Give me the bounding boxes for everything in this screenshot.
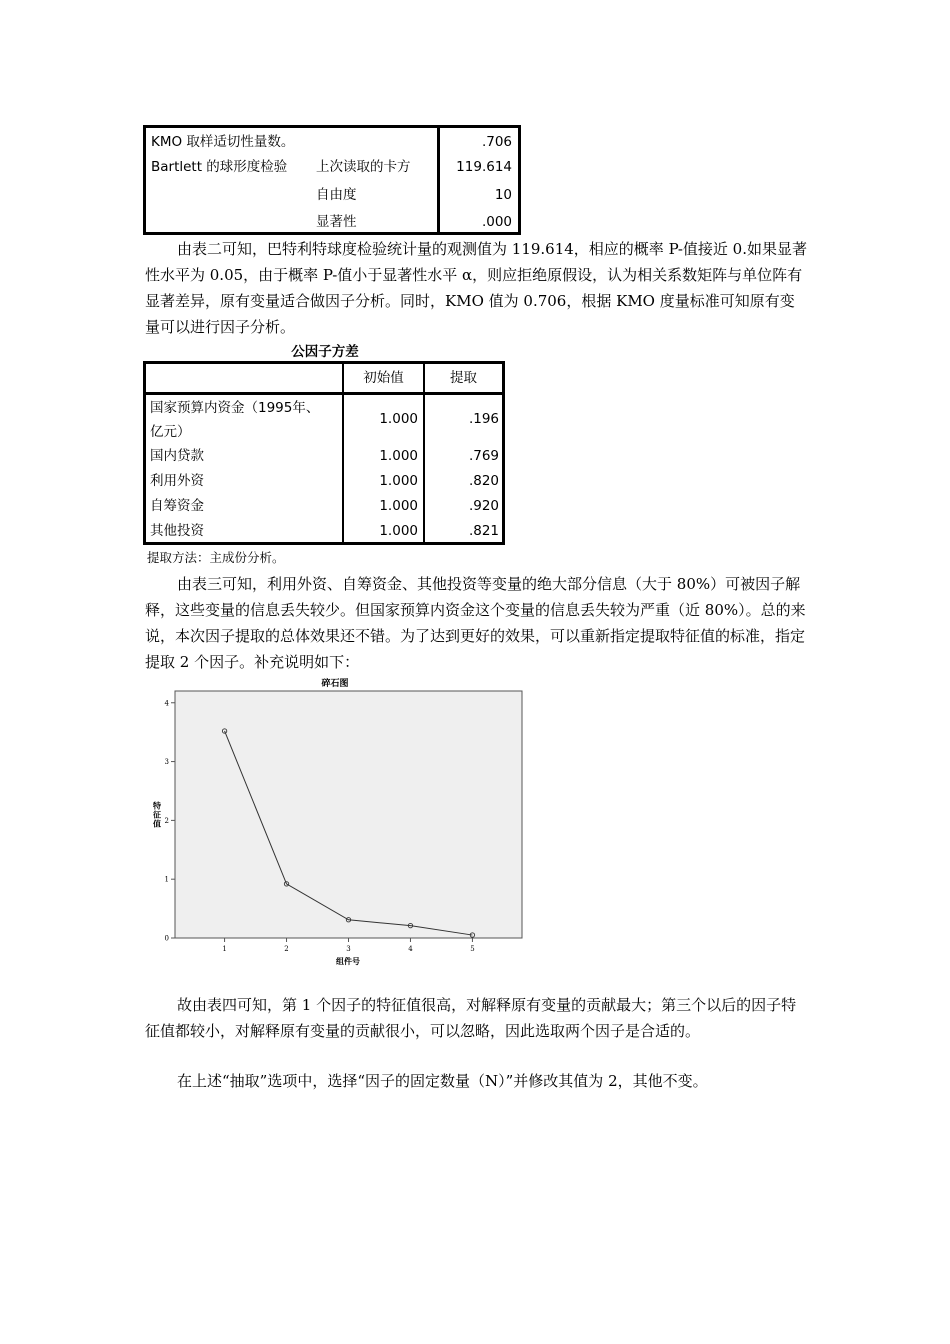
row-name: 自筹资金 — [150, 498, 204, 514]
chi-square-label: 上次读取的卡方 — [316, 159, 411, 175]
row-extract: .820 — [468, 473, 499, 489]
x-tick-label: 5 — [470, 945, 475, 953]
x-axis-label: 组件号 — [336, 956, 360, 966]
x-tick-label: 4 — [408, 945, 413, 953]
y-label-char: 特 — [153, 800, 161, 811]
chi-square-value: 119.614 — [456, 159, 512, 175]
col-header-extract: 提取 — [450, 370, 477, 386]
row-extract: .196 — [468, 411, 499, 427]
col-header-initial: 初始值 — [363, 370, 404, 386]
x-tick-label: 1 — [222, 945, 227, 953]
paragraph-text: 由表三可知，利用外资、自筹资金、其他投资等变量的绝大部分信息（大于 80%）可被因子解释，这些变量的信息丢失较少。但国家预算内资金这个变量的信息丢失较为严重（近 80%）。总的来说，本次因子提取的总体效果还不错。为了达到更好的效果，可以重新指定提取特征值的标准，指定提取 2 个因子。补充说明如下： — [145, 575, 806, 671]
y-label-char: 征 — [153, 809, 161, 820]
row-extract: .920 — [468, 498, 499, 514]
row-name: 其他投资 — [150, 523, 204, 539]
bartlett-label: Bartlett 的球形度检验 — [151, 159, 288, 175]
x-tick-label: 3 — [346, 945, 351, 953]
kmo-label: KMO 取样适切性量数。 — [151, 134, 295, 150]
y-axis — [165, 699, 175, 942]
sig-value: .000 — [481, 214, 512, 230]
kmo-bartlett-table — [143, 125, 521, 235]
paragraph-text: 在上述“抽取”选项中，选择“因子的固定数量（N）”并修改其值为 2，其他不变。 — [177, 1072, 708, 1090]
y-tick-label: 1 — [164, 875, 169, 884]
row-name: 国家预算内资金（1995年、 — [150, 400, 320, 416]
row-initial: 1.000 — [379, 411, 418, 427]
x-tick-label: 2 — [284, 945, 289, 953]
paragraph-text: 由表二可知，巴特利特球度检验统计量的观测值为 119.614，相应的概率 P-值接近 0.如果显著性水平为 0.05，由于概率 P-值小于显著性水平 α，则应拒绝原假设，认为相关系数矩阵与单位阵有显著差异，原有变量适合做因子分析。同时，KMO 值为 0.706，根据 KMO 度量标准可知原有变量可以进行因子分析。 — [145, 240, 807, 336]
scree-plot — [140, 670, 530, 970]
df-value: 10 — [494, 187, 512, 203]
paragraph-communalities — [145, 571, 809, 675]
x-axis — [222, 938, 474, 953]
communalities-table — [143, 361, 505, 545]
row-name: 国内贷款 — [150, 448, 204, 464]
paragraph-scree — [145, 992, 809, 1044]
chart-title: 碎石图 — [321, 679, 349, 689]
plot-area — [175, 691, 522, 938]
row-extract: .769 — [468, 448, 499, 464]
y-tick-label: 3 — [164, 758, 169, 767]
y-tick-label: 2 — [164, 816, 169, 825]
row-extract: .821 — [468, 523, 499, 539]
y-tick-label: 4 — [164, 699, 169, 708]
y-axis-label — [152, 801, 161, 829]
table-divider — [437, 128, 440, 232]
paragraph-text: 故由表四可知，第 1 个因子的特征值很高，对解释原有变量的贡献最大；第三个以后的因子特征值都较小，对解释原有变量的贡献很小，可以忽略，因此选取两个因子是合适的。 — [145, 996, 797, 1040]
row-initial: 1.000 — [379, 523, 418, 539]
y-tick-label: 0 — [164, 934, 169, 943]
paragraph-bartlett — [145, 236, 809, 340]
row-initial: 1.000 — [379, 473, 418, 489]
extraction-method-note: 提取方法：主成份分析。 — [147, 550, 285, 565]
df-label: 自由度 — [316, 187, 357, 203]
row-name-cont: 亿元） — [150, 424, 191, 440]
row-name: 利用外资 — [150, 473, 204, 489]
kmo-value: .706 — [481, 134, 512, 150]
y-label-char: 值 — [153, 818, 161, 829]
communalities-title: 公因子方差 — [291, 344, 359, 360]
paragraph-extraction — [145, 1068, 809, 1094]
table-divider — [146, 392, 502, 395]
row-initial: 1.000 — [379, 448, 418, 464]
row-initial: 1.000 — [379, 498, 418, 514]
sig-label: 显著性 — [316, 214, 357, 230]
